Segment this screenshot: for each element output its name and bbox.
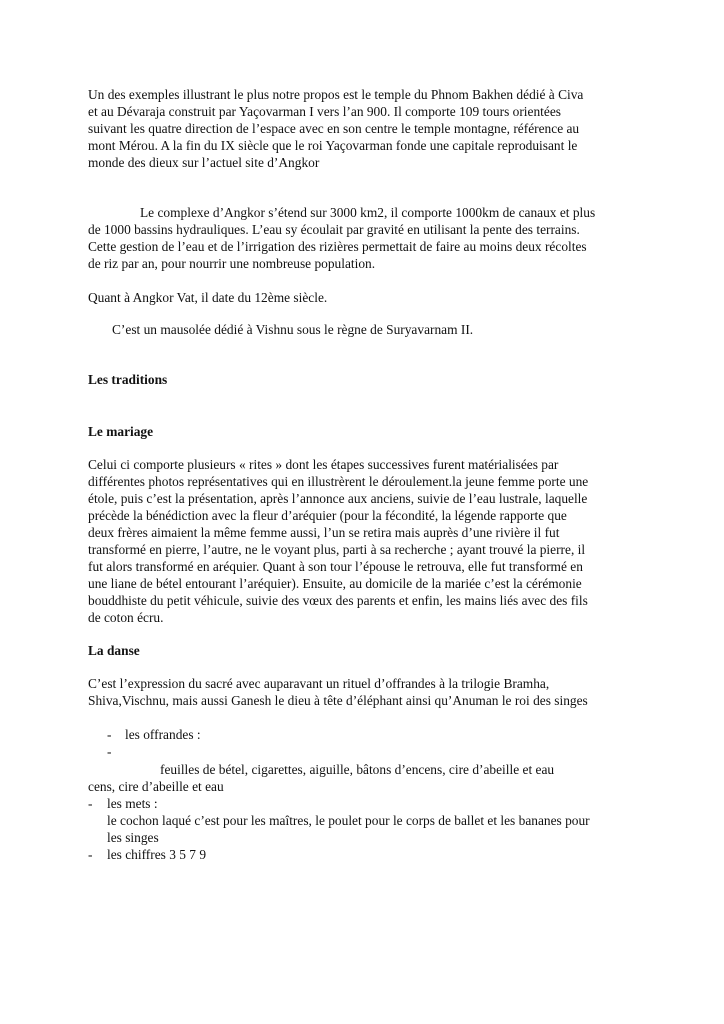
paragraph-line: Celui ci comporte plusieurs « rites » dont les étapes successives furent matérialisées par	[88, 457, 559, 472]
list-item-offrandes: les offrandes :	[125, 727, 201, 742]
paragraph-line: Cette gestion de l’eau et de l’irrigation des rizières permettait de faire au moins deux récoltes	[88, 239, 587, 254]
paragraph-line: de riz par an, pour nourrir une nombreuse population.	[88, 256, 376, 271]
list-dash: -	[107, 744, 112, 759]
offrandes-items: feuilles de bétel, cigarettes, aiguille, bâtons d’encens, cire d’abeille et eau	[160, 762, 555, 777]
paragraph-line: étole, puis c’est la présentation, après l’annonce aux anciens, suivie de l’eau lustrale, laquelle	[88, 491, 588, 506]
angkor-vat-line: Quant à Angkor Vat, il date du 12ème siècle.	[88, 290, 328, 305]
offrandes-items-continued: cens, cire d’abeille et eau	[88, 779, 224, 794]
list-item-mets: les mets :	[107, 796, 158, 811]
paragraph-line: fut alors transformé en aréquier. Quant à son tour l’épouse le retrouva, elle fut transformé en	[88, 559, 583, 574]
paragraph-line: C’est l’expression du sacré avec auparavant un rituel d’offrandes à la trilogie Bramha,	[88, 676, 550, 691]
paragraph-line: Shiva,Vischnu, mais aussi Ganesh le dieu à tête d’éléphant ainsi qu’Anuman le roi des singes	[88, 693, 588, 708]
paragraph-line: suivant les quatre direction de l’espace avec en son centre le temple montagne, référence au	[88, 121, 580, 136]
paragraph-line: monde des dieux sur l’actuel site d’Angkor	[88, 155, 320, 170]
paragraph-line: Le complexe d’Angkor s’étend sur 3000 km2, il comporte 1000km de canaux et plus	[140, 205, 596, 220]
paragraph-line: transformé en pierre, l’autre, ne le voyant plus, parti à sa recherche ; ayant trouvé la pierre, il	[88, 542, 586, 557]
paragraph-line: mont Mérou. A la fin du IX siècle que le roi Yaçovarman fonde une capitale reproduisant le	[88, 138, 578, 153]
paragraph-line: précède la bénédiction avec la fleur d’aréquier (pour la fécondité, la légende rapporte que	[88, 508, 567, 523]
mausolee-line: C’est un mausolée dédié à Vishnu sous le règne de Suryavarnam II.	[112, 322, 474, 337]
paragraph-line: deux frères aimaient la même femme aussi, l’un se retira mais auprès d’une rivière il fut	[88, 525, 560, 540]
list-item-chiffres: les chiffres 3 5 7 9	[107, 847, 207, 862]
list-dash: -	[88, 796, 93, 811]
heading-mariage: Le mariage	[88, 424, 154, 439]
paragraph-line: Un des exemples illustrant le plus notre propos est le temple du Phnom Bakhen dédié à Civa	[88, 87, 584, 102]
paragraph-line: une liane de bétel entourant l’aréquier). Ensuite, au domicile de la mariée c’est la cérémonie	[88, 576, 582, 591]
mets-text: les singes	[107, 830, 159, 845]
list-dash: -	[88, 847, 93, 862]
heading-traditions: Les traditions	[88, 372, 168, 387]
paragraph-line: différentes photos représentatives qui en illustrèrent le déroulement.la jeune femme porte une	[88, 474, 589, 489]
heading-danse: La danse	[88, 643, 140, 658]
paragraph-line: de coton écru.	[88, 610, 164, 625]
list-dash: -	[107, 727, 112, 742]
paragraph-line: et au Dévaraja construit par Yaçovarman I vers l’an 900. Il comporte 109 tours orientées	[88, 104, 561, 119]
paragraph-line: bouddhiste du petit véhicule, suivie des vœux des parents et enfin, les mains liés avec des fils	[88, 593, 588, 608]
mets-text: le cochon laqué c’est pour les maîtres, le poulet pour le corps de ballet et les bananes pour	[107, 813, 590, 828]
paragraph-line: de 1000 bassins hydrauliques. L’eau sy écoulait par gravité en utilisant la pente des terrains.	[88, 222, 580, 237]
